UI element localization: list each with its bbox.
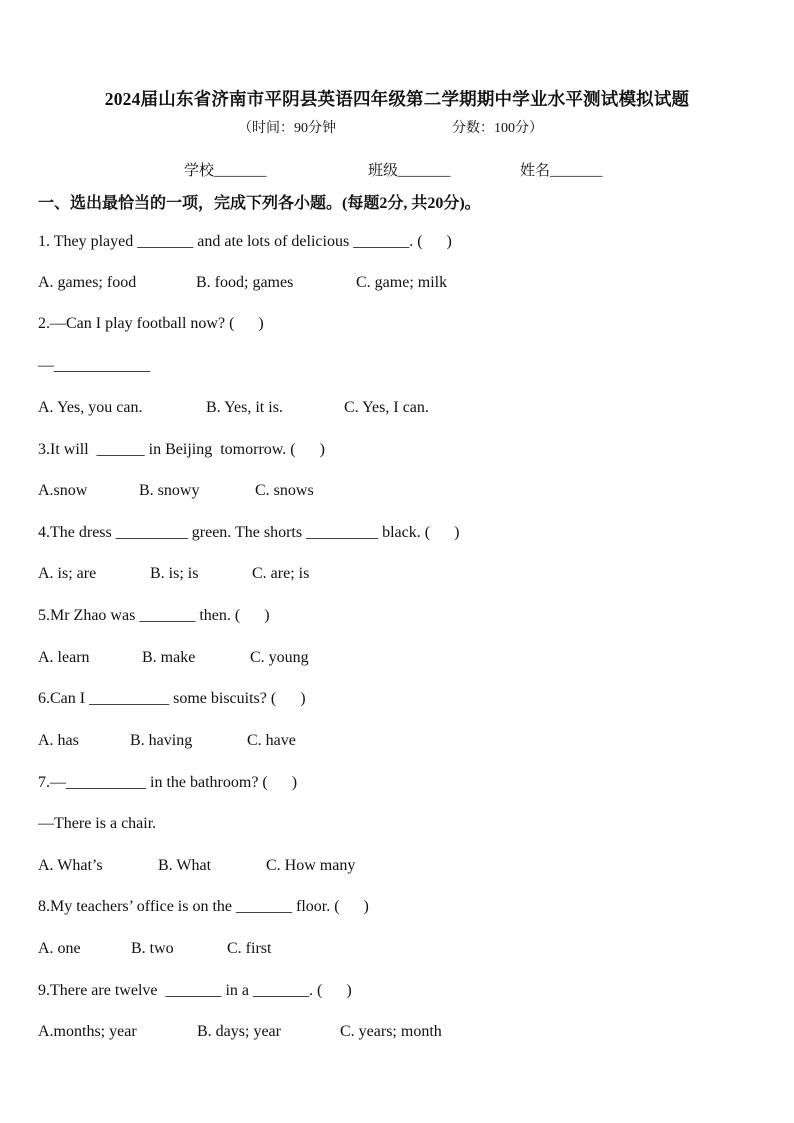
option-b: B. days; year [197, 1023, 281, 1040]
option-c: C. snows [255, 482, 314, 499]
question-stem: 9.There are twelve _______ in a _______. ( ) [38, 982, 352, 999]
option-b: B. having [130, 732, 193, 749]
option-b: B. Yes, it is. [206, 399, 283, 416]
option-b: B. two [131, 940, 174, 957]
question-stem: 4.The dress _________ green. The shorts _________ black. ( ) [38, 524, 460, 541]
option-a: A.months; year [38, 1023, 137, 1040]
option-a: A. What’s [38, 857, 103, 874]
option-c: C. How many [266, 857, 356, 874]
section-heading: 一、选出最恰当的一项，完成下列各小题。(每题2分, 共20分)。 [38, 195, 481, 212]
question-stem: 6.Can I __________ some biscuits? ( ) [38, 690, 306, 707]
exam-time: （时间：90分钟 [238, 121, 336, 136]
school-field: 学校_______ [184, 163, 267, 179]
name-field: 姓名_______ [520, 163, 603, 179]
option-c: C. Yes, I can. [344, 399, 429, 416]
question-stem: 5.Mr Zhao was _______ then. ( ) [38, 607, 270, 624]
option-a: A. games; food [38, 274, 137, 291]
option-a: A. one [38, 940, 81, 957]
option-c: C. young [250, 649, 309, 666]
option-c: C. years; month [340, 1023, 442, 1040]
option-a: A. is; are [38, 565, 97, 582]
class-field: 班级_______ [368, 163, 451, 179]
option-c: C. game; milk [356, 274, 448, 291]
answer-line: —____________ [38, 357, 150, 374]
option-b: B. food; games [196, 274, 294, 291]
option-b: B. snowy [139, 482, 200, 499]
question-stem: 1. They played _______ and ate lots of delicious _______. ( ) [38, 233, 452, 250]
option-b: B. is; is [150, 565, 199, 582]
exam-title: 2024届山东省济南市平阴县英语四年级第二学期期中学业水平测试模拟试题 [104, 89, 690, 109]
option-c: C. are; is [252, 565, 310, 582]
option-b: B. make [142, 649, 196, 666]
option-c: C. have [247, 732, 296, 749]
option-a: A. has [38, 732, 79, 749]
question-stem: 3.It will ______ in Beijing tomorrow. ( ) [38, 441, 325, 458]
option-a: A. learn [38, 649, 90, 666]
exam-score: 分数：100分） [452, 121, 543, 136]
answer-line: —There is a chair. [38, 815, 157, 832]
option-a: A.snow [38, 482, 88, 499]
question-stem: 7.—__________ in the bathroom? ( ) [38, 774, 298, 791]
option-a: A. Yes, you can. [38, 399, 143, 416]
question-stem: 2.—Can I play football now? ( ) [38, 315, 264, 332]
option-b: B. What [158, 857, 212, 874]
option-c: C. first [227, 940, 272, 957]
question-stem: 8.My teachers’ office is on the _______ floor. ( ) [38, 898, 369, 915]
